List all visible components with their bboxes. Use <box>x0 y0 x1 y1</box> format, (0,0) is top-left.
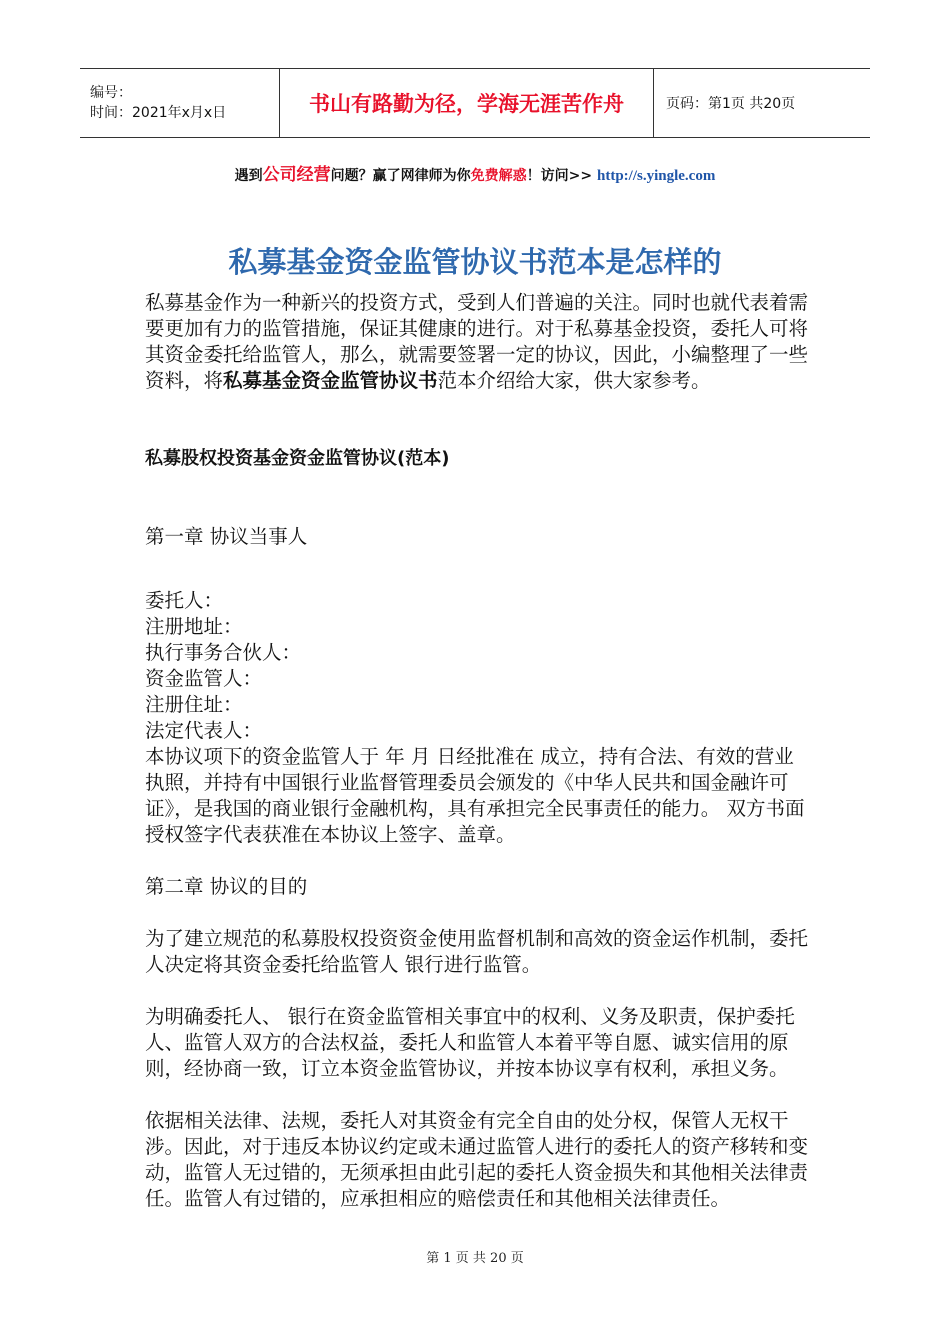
promo-middle: 问题？赢了网律师为你 <box>330 168 471 184</box>
number-label: 编号： <box>90 85 132 101</box>
purpose-paragraph-1: 为了建立规范的私募股权投资资金使用监督机制和高效的资金运作机制，委托人决定将其资金委托给监管人 银行进行监管。 <box>145 927 809 976</box>
header-page-cell <box>654 69 870 137</box>
page-title: 私募基金资金监管协议书范本是怎样的 <box>228 245 722 279</box>
intro-text-before: 私募基金作为一种新兴的投资方式，受到人们普遍的关注。同时也就代表着需要更加有力的监管措施，保证其健康的进行。对于私募基金投资，委托人可将其资金委托给监管人，那么，就需要签署一定的协议，因此，小编整理了一些资料，将 <box>145 291 809 392</box>
party-line: 注册住址： <box>145 693 243 716</box>
promo-prefix: 遇到 <box>234 168 263 184</box>
intro-paragraph <box>145 290 810 394</box>
motto: 书山有路勤为径，学海无涯苦作舟 <box>309 91 624 116</box>
party-line: 法定代表人： <box>145 719 263 742</box>
promo-free: 免费解惑 <box>470 168 527 184</box>
promo-banner <box>0 160 950 185</box>
intro-text-after: 范本介绍给大家，供大家参考。 <box>437 369 711 392</box>
page-info: 页码：第1页 共20页 <box>666 96 796 112</box>
document-body <box>145 290 810 1212</box>
purpose-paragraph-3: 依据相关法律、法规，委托人对其资金有完全自由的处分权，保管人无权干涉。因此，对于违反本协议约定或未通过监管人进行的委托人的资产移转和变动，监管人无过错的，无须承担由此引起的委托人资金损失和其他相关法律责任。监管人有过错的，应承担相应的赔偿责任和其他相关法律责任。 <box>145 1109 809 1210</box>
chapter-1-heading: 第一章 协议当事人 <box>145 525 308 548</box>
promo-suffix: ！访问>> <box>526 168 597 184</box>
header-meta-cell <box>80 69 280 137</box>
date-label: 时间：2021年x月x日 <box>90 105 227 121</box>
chapter-2-heading: 第二章 协议的目的 <box>145 875 308 898</box>
header-motto-cell <box>280 69 654 137</box>
promo-highlight: 公司经营 <box>262 165 331 185</box>
page-footer: 第 1 页 共 20 页 <box>426 1251 524 1266</box>
party-line: 执行事务合伙人： <box>145 641 302 664</box>
purpose-paragraph-2: 为明确委托人、 银行在资金监管相关事宜中的权利、义务及职责，保护委托人、监管人双方的合法权益，委托人和监管人本着平等自愿、诚实信用的原则，经协商一致，订立本资金监管协议，并按本协议享有权利，承担义务。 <box>145 1005 795 1080</box>
party-line: 资金监管人： <box>145 667 263 690</box>
party-line: 委托人： <box>145 589 224 612</box>
header-table <box>80 68 870 138</box>
license-paragraph: 本协议项下的资金监管人于 年 月 日经批准在 成立，持有合法、有效的营业执照，并持有中国银行业监督管理委员会颁发的《中华人民共和国金融许可证》，是我国的商业银行金融机构，具有承担完全民事责任的能力。 双方书面授权签字代表获准在本协议上签字、盖章。 <box>145 745 805 846</box>
promo-link[interactable]: http://s.yingle.com <box>597 168 716 184</box>
agreement-subheading: 私募股权投资基金资金监管协议(范本) <box>145 448 450 469</box>
intro-bold-term: 私募基金资金监管协议书 <box>223 369 438 392</box>
party-line: 注册地址： <box>145 615 243 638</box>
